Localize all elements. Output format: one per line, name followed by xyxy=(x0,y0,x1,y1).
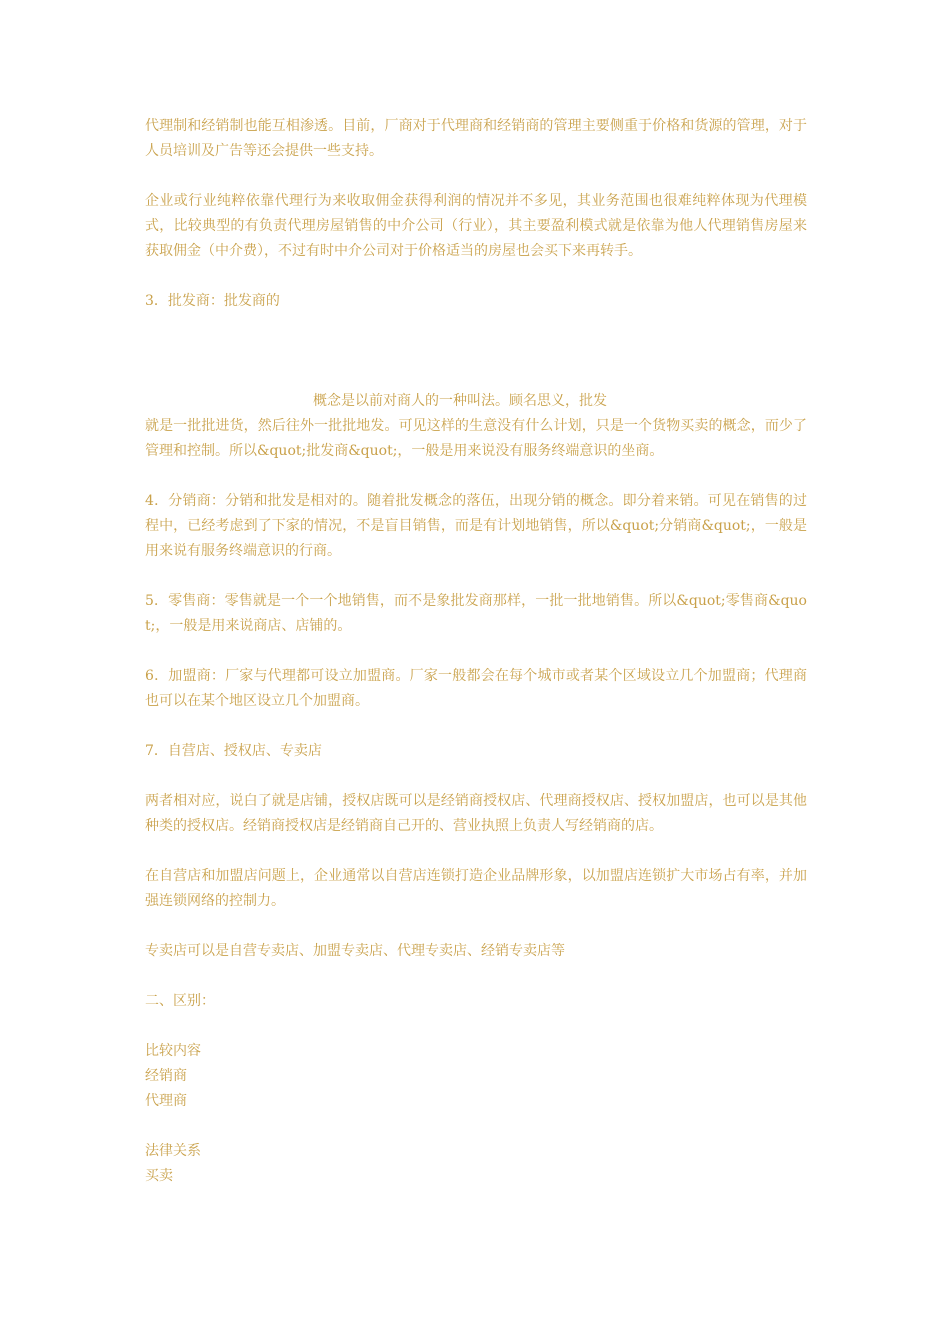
table-cell: 代理商 xyxy=(145,1093,187,1109)
blank-gap xyxy=(145,314,807,364)
paragraph-wholesaler-definition xyxy=(145,389,807,464)
table-row-legal-relationship xyxy=(145,1139,807,1189)
paragraph-retailer: 5．零售商：零售就是一个一个地销售，而不是象批发商那样，一批一批地销售。所以&quot;零售商&quot;，一般是用来说商店、店铺的。 xyxy=(145,593,807,634)
paragraph-authorized-store: 两者相对应，说白了就是店铺，授权店既可以是经销商授权店、代理商授权店、授权加盟店，也可以是其他种类的授权店。经销商授权店是经销商自己开的、营业执照上负责人写经销商的店。 xyxy=(145,793,807,834)
paragraph-wholesaler-heading: 3．批发商：批发商的 xyxy=(145,293,280,309)
table-cell: 买卖 xyxy=(145,1168,173,1184)
table-row-comparison-header xyxy=(145,1039,807,1114)
paragraph-distributor: 4．分销商：分销和批发是相对的。随着批发概念的落伍，出现分销的概念。即分着来销。可见在销售的过程中，已经考虑到了下家的情况，不是盲目销售，而是有计划地销售，所以&quot;分销商&quot;，一般是用来说有服务终端意识的行商。 xyxy=(145,493,807,559)
document-body xyxy=(145,114,807,1189)
table-cell: 经销商 xyxy=(145,1068,187,1084)
paragraph-self-operated-vs-franchise: 在自营店和加盟店问题上，企业通常以自营店连锁打造企业品牌形象，以加盟店连锁扩大市场占有率，并加强连锁网络的控制力。 xyxy=(145,868,807,909)
wholesaler-definition-first-line: 概念是以前对商人的一种叫法。顾名思义，批发 xyxy=(313,393,607,409)
table-cell: 法律关系 xyxy=(145,1143,201,1159)
wholesaler-definition-rest: 就是一批批进货，然后往外一批批地发。可见这样的生意没有什么计划，只是一个货物买卖的概念，而少了管理和控制。所以&quot;批发商&quot;，一般是用来说没有服务终端意识的坐商。 xyxy=(145,418,807,459)
blank-gap-2 xyxy=(145,364,807,389)
paragraph-franchisee: 6．加盟商：厂家与代理都可设立加盟商。厂家一般都会在每个城市或者某个区域设立几个加盟商；代理商也可以在某个地区设立几个加盟商。 xyxy=(145,668,807,709)
table-cell: 比较内容 xyxy=(145,1043,201,1059)
paragraph-pure-agency: 企业或行业纯粹依靠代理行为来收取佣金获得利润的情况并不多见，其业务范围也很难纯粹体现为代理模式，比较典型的有负责代理房屋销售的中介公司（行业），其主要盈利模式就是依靠为他人代理销售房屋来获取佣金（中介费），不过有时中介公司对于价格适当的房屋也会买下来再转手。 xyxy=(145,193,807,259)
paragraph-store-types-heading: 7．自营店、授权店、专卖店 xyxy=(145,743,322,759)
paragraph-agency-distribution-overlap: 代理制和经销制也能互相渗透。目前，厂商对于代理商和经销商的管理主要侧重于价格和货源的管理，对于人员培训及广告等还会提供一些支持。 xyxy=(145,118,807,159)
paragraph-specialty-store: 专卖店可以是自营专卖店、加盟专卖店、代理专卖店、经销专卖店等 xyxy=(145,943,565,959)
section-heading-differences: 二、区别： xyxy=(145,993,215,1009)
